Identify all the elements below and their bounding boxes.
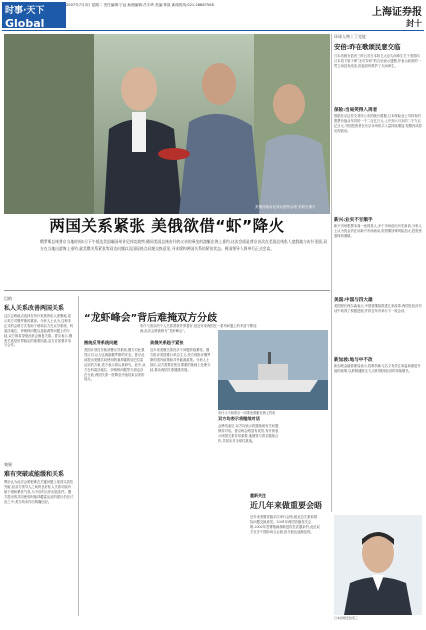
section-banner [2, 2, 66, 28]
right-section-1: 保险:当局笑得入再者 [334, 108, 378, 113]
right-section-4: 新加坡:地与中不改 [334, 358, 373, 363]
main-lead: 俄罗斯总统普京当地时间1日下午抵达美国缅因州肯尼邦克波特,随同美国总统布什的父亲的乘坐的游艇在海上垂钓,这次会面是普京首次在美国总统私人度假地与布什见面,双方在当地出游海上垂钓,就美俄关系紧张等双边问题以及国际热点问题交换意见,寻求缓和两国关系的紧张状态。两国领导人将举行正式会谈。 [40, 239, 328, 251]
middle-col-1 [84, 338, 146, 618]
article-body: 这次会晤地点选择在布什家族的私人度假地,显示美方对俄罗斯的重视。分析人士认为,这种非正式的会晤方式有助于缓和双方在反导系统、科索沃地位、伊朗核问题以及能源等问题上的分歧,双方都希望借此机会修复关系。普京表示,俄美关系是世界稳定的重要因素,双方应加强对话与合作。 [4, 314, 74, 348]
japan-body: 近年来美俄首脑多次举行会晤,就双边关系和国际问题交换意见。2001年两国首脑首次会晤,2002年签署削减战略进攻性武器条约,此后双方在多个国际场合会面,但分歧也逐渐显现。 [250, 515, 320, 534]
divider [4, 290, 330, 291]
right-column-title: 安倍:昨在歌颂民意交临 [334, 43, 401, 51]
section-title-en: Global [5, 17, 45, 30]
ship-caption: 布什父子和普京一同乘坐游艇在海上钓鱼 [218, 411, 276, 415]
column-divider [331, 34, 332, 512]
main-headline: 两国关系紧张 美俄欲借“虾”降火 [49, 217, 285, 235]
paper-name: 上海证券报 [372, 7, 422, 18]
page-meta: 2007年7月3日 星期二 责任编辑:宁远 助理编辑:吕宇琦 美编:钟凯 新闻热线:021-28887508 [66, 3, 214, 7]
portrait-photo [334, 515, 422, 615]
article-body: 舆论认为此次会晤很难在关键问题上取得实质性突破,但双方领导人之间的良好私人关系可能有助于缓和紧张气氛,为今后的合作创造条件。俄方提出的共同使用阿塞拜疆雷达站的建议仍在讨论之中,美方尚未作出明确回应。 [4, 480, 74, 504]
middle-body-3: 会晤结束后,双方均表示将继续就有关问题保持对话。普京称会晤富有成效,布什则表示两国关系非常重要,他期待与普京继续合作,共同应对全球性挑战。 [218, 424, 279, 443]
photo-caption: 美俄首脑肯尼邦克波特会晤 美联社图片 [255, 205, 316, 209]
japan-kicker: 重新关注 [250, 493, 266, 498]
right-column-label: 环球人物丨丁克娃 [334, 34, 366, 39]
portrait-caption: 日本首相安倍晋三 [334, 616, 359, 620]
article-kicker: 目的 [4, 296, 12, 301]
middle-col-3 [218, 414, 280, 494]
article-title: 难有突破或能缓和关系 [4, 471, 65, 478]
right-section-3: 美国:中国与四大雄 [334, 298, 373, 303]
page-id: 封十 [406, 19, 422, 28]
middle-col-2 [150, 338, 212, 618]
middle-section-2: 美俄关系趋于紧张 [150, 340, 184, 345]
japan-headline: 近几年来做重要会晤 [250, 501, 322, 510]
right-para-2: 根据东京证券交易所公布的统计数据,日本保险业公司持有的股票价值从年初的一千二百亿日元,上升到六月末的二千九百亿日元,外国投资者在东京市场的买入量持续增加,短期内或将出现波动。 [334, 114, 422, 133]
right-para-5: 新加坡金融管理局表示,将维持新元名义有效汇率温和渐进升值的政策,以抑制通胀压力,同时保持经济的持续增长。 [334, 364, 421, 373]
right-section-2: 新兴:业实不甘顺手 [334, 218, 373, 223]
left-article-1 [4, 296, 74, 464]
middle-body-1: 美国计划在东欧部署反导系统,俄方对此强烈反对,认为这威胁俄罗斯的安全。普京此前提出美俄共同使用阿塞拜疆的加巴拉雷达站的方案,美方表示将认真研究。此外,双方在科索沃地位、伊朗核问题等方面也存在分歧,两国关系一度降至冷战结束以来的低点。 [84, 348, 146, 382]
right-column [334, 34, 422, 434]
right-para-1: 日本首相安倍晋三昨日对日本防卫大臣久间章生关于美国向日本投下原子弹“无可奈何”的言论表示遗憾,并表示政府的一贯立场没有改变,但他同时维护了久间章生。 [334, 54, 421, 68]
middle-section-3: 双方均表示将继续对话 [218, 416, 260, 421]
column-divider [78, 296, 79, 616]
masthead [372, 3, 422, 29]
header-rule [2, 30, 424, 31]
middle-body-2: 近年来美俄关系因多个问题持续紧张。俄方批评美国推行单边主义,美方则批评俄罗斯的国内政策和对外能源政策。分析人士指出,双方需要在相互尊重的基础上处理分歧,推动两国关系健康发展。 [150, 348, 211, 372]
section-title: 时事·天下 [5, 6, 45, 16]
middle-headline: “龙虾峰会”背后难掩双方分歧 [84, 313, 218, 324]
main-photo [4, 34, 330, 214]
middle-subline: 布什与普京的个人关系曾被外界看好,但近年来两国在一系列问题上的矛盾不断加深,此次会晤被称为“龙虾峰会”。 [140, 324, 257, 333]
right-para-4: 美国财长保尔森表示,中国将继续推进汇率改革,两国在经济对话中取得了积极进展,并将在年内举行下一轮会谈。 [334, 304, 422, 313]
middle-section-1: 围绕反导系统问题 [84, 340, 118, 345]
article-title: 私人关系改善两国关系 [4, 305, 65, 312]
right-para-3: 新兴市场股票本周一表现喜人,多个市场创出历史新高,分析人士认为资金仍在向新兴市场流动,但短期回调风险加大,投资者需保持谨慎。 [334, 224, 422, 238]
ship-photo [218, 330, 328, 410]
article-kicker: 效果 [4, 462, 12, 467]
left-article-2 [4, 462, 74, 630]
